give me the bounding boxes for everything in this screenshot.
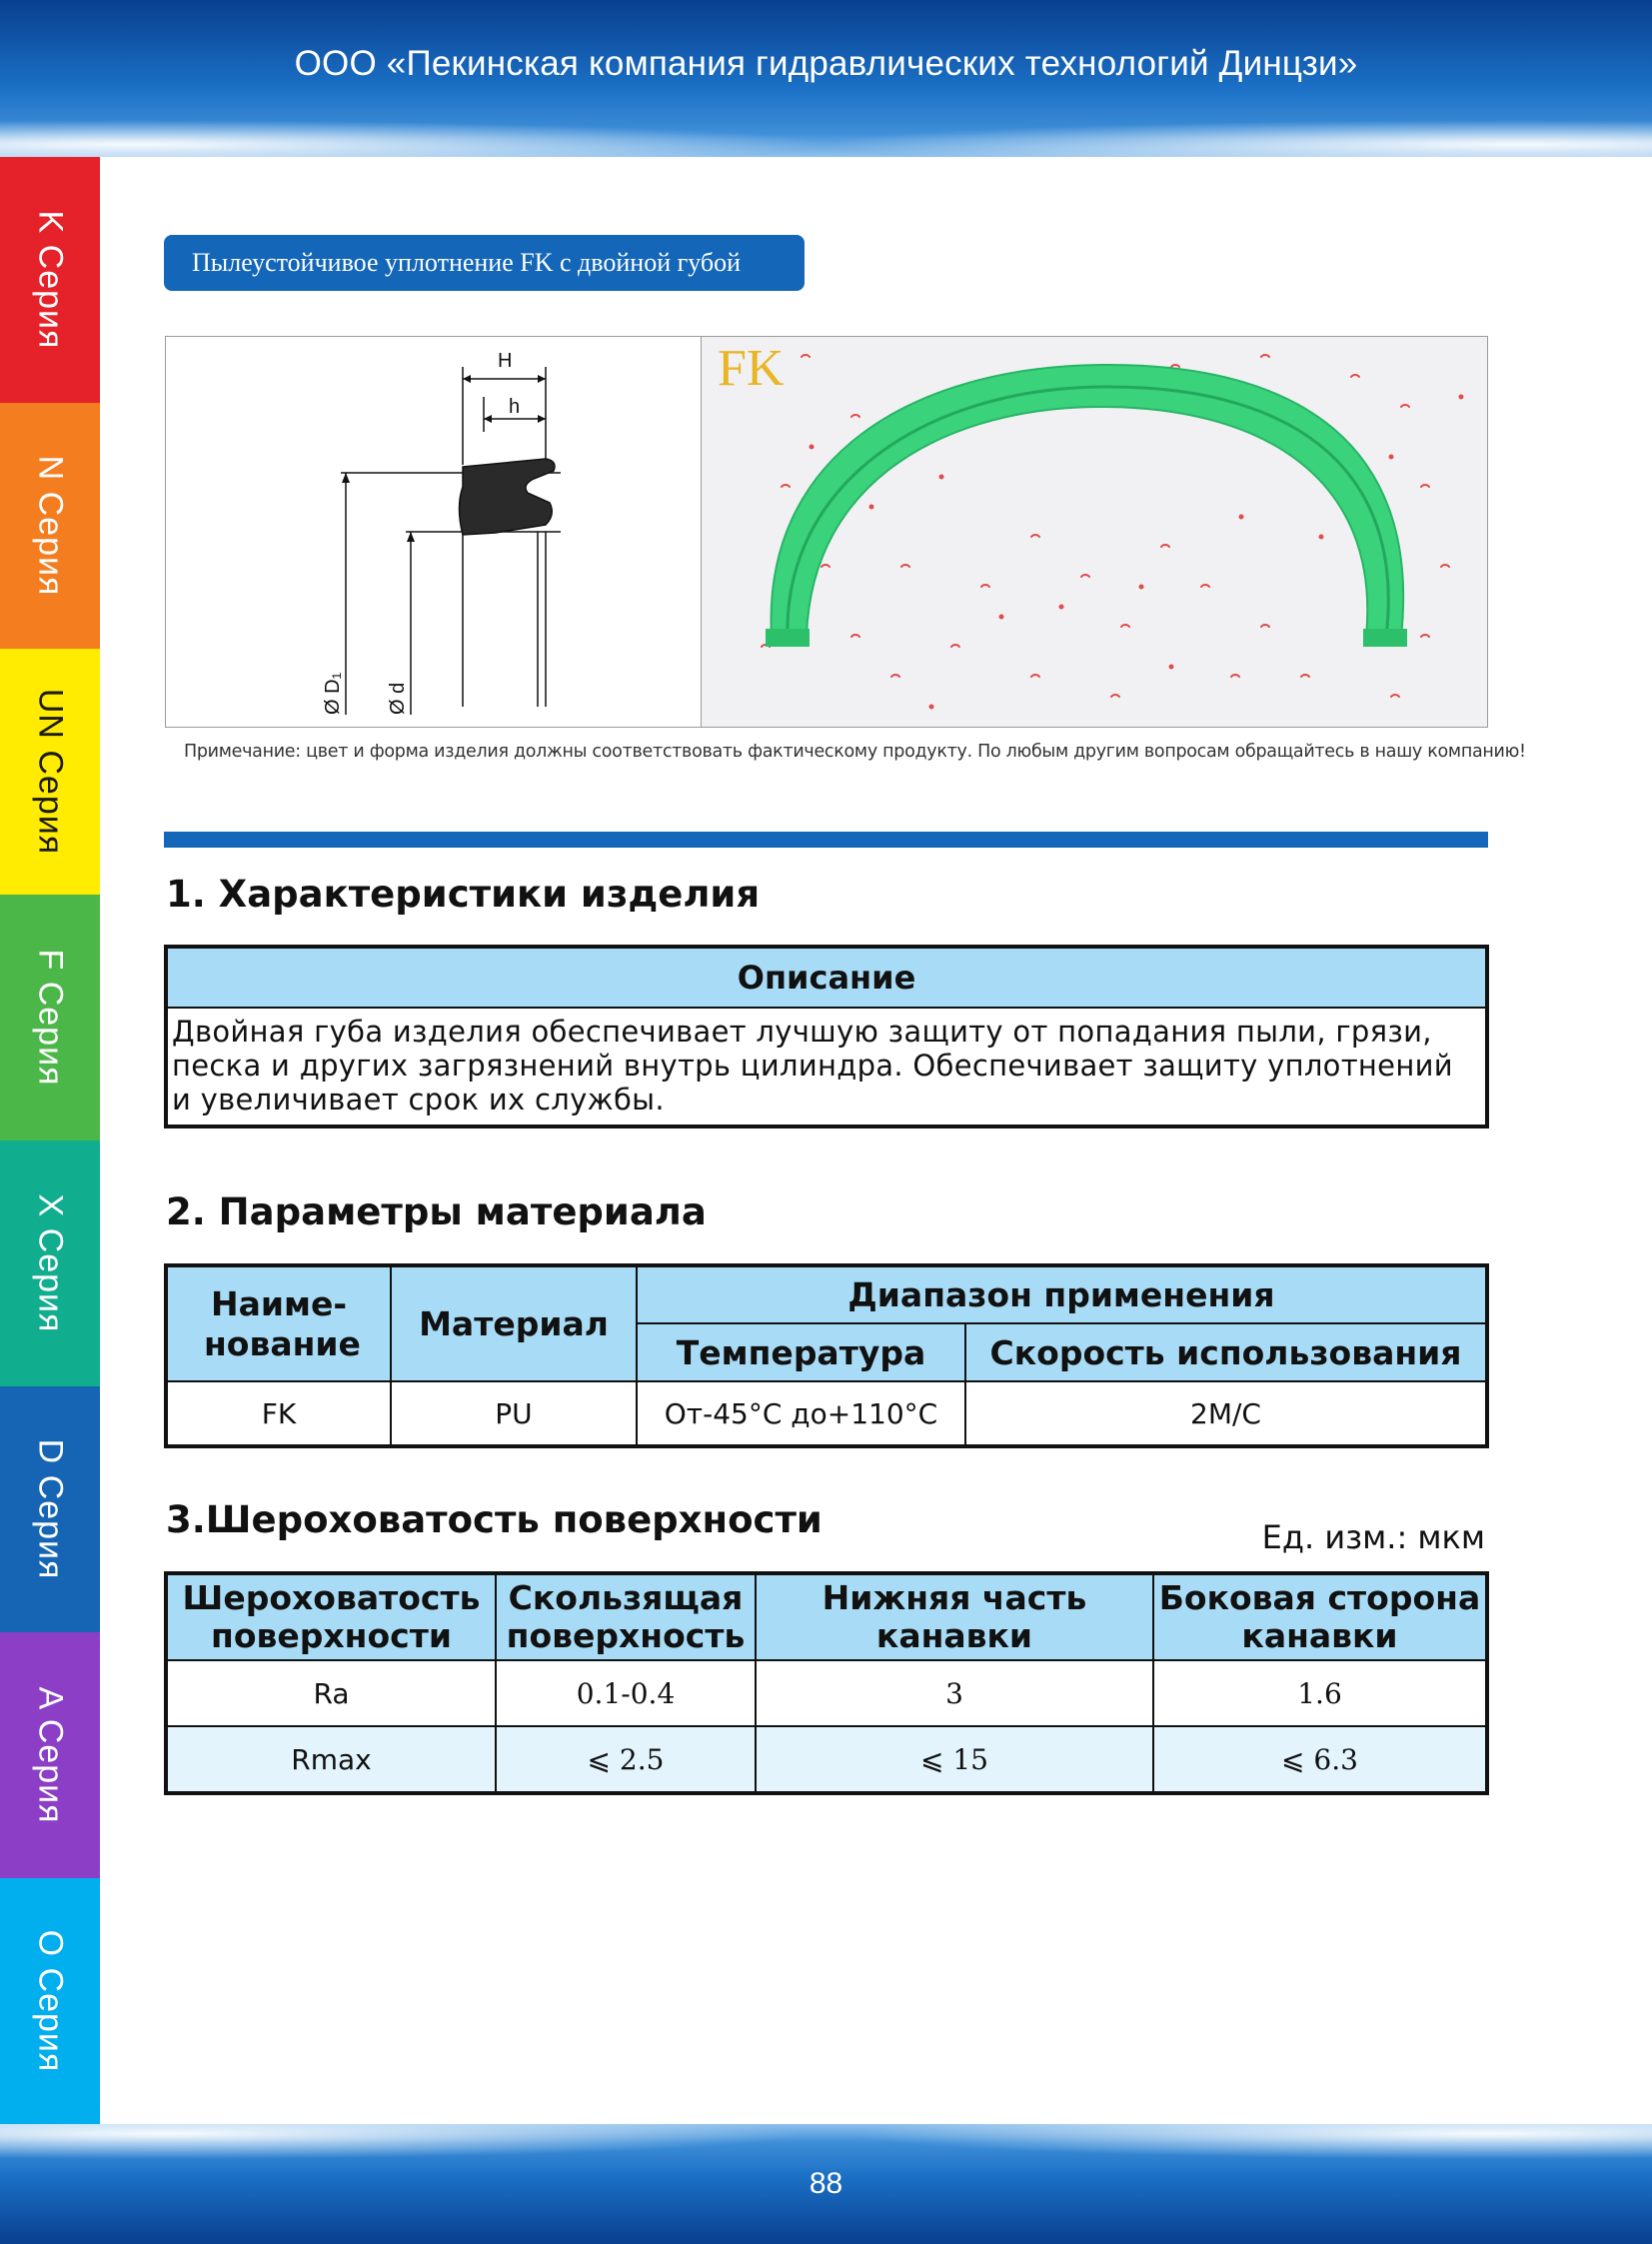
cell-temperature: От-45°C до+110°C	[637, 1381, 965, 1446]
tab-label: F Серия	[31, 949, 70, 1087]
cell-material: PU	[391, 1381, 637, 1446]
tab-o-series[interactable]	[0, 1878, 100, 2124]
cell-sliding: 0.1-0.4	[496, 1660, 756, 1726]
label-H: H	[498, 350, 513, 372]
tab-f-series[interactable]	[0, 895, 100, 1140]
product-figure	[165, 336, 1488, 728]
tab-a-series[interactable]	[0, 1632, 100, 1878]
description-table	[164, 945, 1489, 1128]
seal-photo-illustration	[702, 337, 1487, 727]
section3-title: 3.Шероховатость поверхности	[166, 1498, 823, 1541]
cell-param: Ra	[166, 1660, 496, 1726]
material-table	[164, 1263, 1489, 1448]
table-row	[166, 1726, 1487, 1793]
tab-label: D Серия	[31, 1438, 70, 1580]
header-speed: Скорость использования	[965, 1323, 1487, 1381]
cell-groove-side: ⩽ 6.3	[1153, 1726, 1487, 1793]
table-row	[166, 1660, 1487, 1726]
cell-name: FK	[166, 1381, 391, 1446]
cell-param: Rmax	[166, 1726, 496, 1793]
tab-d-series[interactable]	[0, 1386, 100, 1632]
tab-label: UN Серия	[31, 688, 70, 856]
header-groove-side: Боковая сторона канавки	[1153, 1573, 1487, 1660]
page-footer	[0, 2124, 1652, 2244]
cell-groove-bottom: ⩽ 15	[756, 1726, 1153, 1793]
section1-title: 1. Характеристики изделия	[166, 873, 761, 916]
header-roughness: Шероховатость поверхности	[166, 1573, 496, 1660]
cross-section-drawing	[166, 337, 701, 727]
tab-un-series[interactable]	[0, 649, 100, 895]
header-name-text: Наиме-нование	[204, 1283, 361, 1363]
label-D1: Ø D₁	[322, 672, 344, 715]
label-d: Ø d	[387, 682, 409, 715]
product-note: Примечание: цвет и форма изделия должны соответствовать фактическому продукту. По любым другим вопросам обращайтесь в нашу компанию!	[184, 742, 1526, 762]
tab-n-series[interactable]	[0, 403, 100, 649]
tab-label: N Серия	[31, 455, 70, 597]
page-header	[0, 0, 1652, 157]
section2-title: 2. Параметры материала	[166, 1190, 707, 1233]
product-title: Пылеустойчивое уплотнение FK с двойной губой	[164, 235, 805, 291]
description-header: Описание	[166, 947, 1487, 1008]
tab-label: O Серия	[31, 1929, 70, 2073]
product-photo	[702, 337, 1487, 727]
page-number: 88	[809, 2167, 843, 2200]
series-sidebar	[0, 157, 100, 2124]
header-name	[166, 1265, 391, 1381]
tab-x-series[interactable]	[0, 1140, 100, 1386]
header-groove-bottom: Нижняя часть канавки	[756, 1573, 1153, 1660]
tab-k-series[interactable]	[0, 157, 100, 403]
section-divider-bar	[164, 832, 1488, 848]
description-text: Двойная губа изделия обеспечивает лучшую защиту от попадания пыли, грязи, песка и других загрязнений внутрь цилиндра. Обеспечивает защиту уплотнений и увеличивает срок их службы.	[166, 1008, 1487, 1126]
tab-label: X Серия	[31, 1193, 70, 1333]
label-h: h	[509, 396, 521, 418]
company-name: ООО «Пекинская компания гидравлических технологий Динцзи»	[294, 44, 1358, 83]
cell-sliding: ⩽ 2.5	[496, 1726, 756, 1793]
cell-groove-bottom: 3	[756, 1660, 1153, 1726]
cell-groove-side: 1.6	[1153, 1660, 1487, 1726]
header-temperature: Температура	[637, 1323, 965, 1381]
header-range: Диапазон применения	[637, 1265, 1487, 1323]
roughness-table	[164, 1571, 1489, 1795]
cell-speed: 2М/С	[965, 1381, 1487, 1446]
unit-label: Ед. изм.: мкм	[1261, 1518, 1485, 1556]
tab-label: K Серия	[31, 210, 70, 350]
tab-label: A Серия	[31, 1686, 70, 1824]
header-material: Материал	[391, 1265, 637, 1381]
seal-profile-diagram	[166, 337, 701, 727]
header-sliding-surface: Скользящая поверхность	[496, 1573, 756, 1660]
photo-label: FK	[718, 340, 785, 397]
